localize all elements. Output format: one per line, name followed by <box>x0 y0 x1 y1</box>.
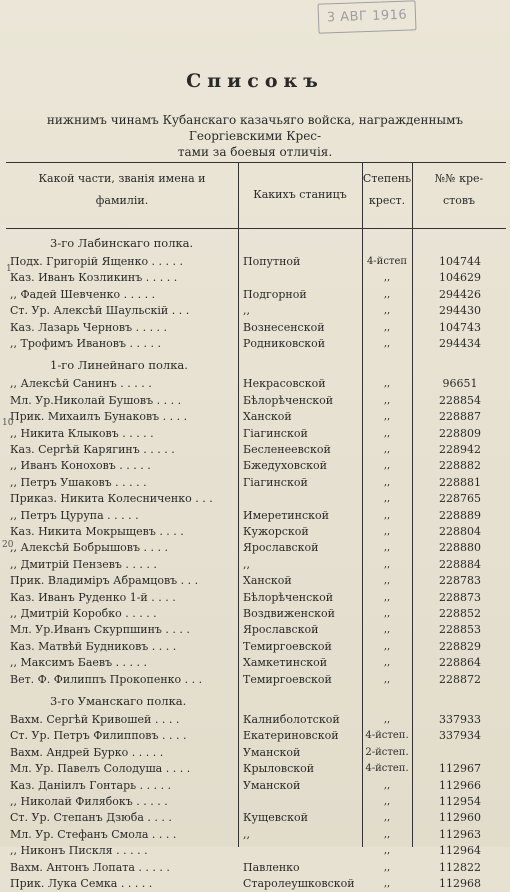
cell-cross-number: 294430 <box>439 304 481 318</box>
table-row <box>6 761 506 777</box>
cell-cross-number: 228887 <box>439 410 481 424</box>
header-degree <box>362 168 412 212</box>
subtitle <box>10 112 500 160</box>
cell-name: ,, Петръ Цурупа . . . . . <box>10 508 139 522</box>
cell-cross-number: 228864 <box>439 656 481 670</box>
date-stamp: 3 АВГ 1916 <box>318 0 417 33</box>
cell-name: Ст. Ур. Алексѣй Шаульскій . . . <box>10 304 190 318</box>
cell-cross-number: 228852 <box>439 607 481 620</box>
table-row <box>6 655 506 671</box>
cell-degree: ,, <box>383 526 391 537</box>
cell-cross-number: 228889 <box>439 508 481 522</box>
cell-stanitsa: Попутной <box>243 255 301 268</box>
cell-name: Каз. Лазарь Черновъ . . . . . <box>10 320 168 334</box>
table-top-rule <box>6 162 506 163</box>
cell-name: ,, Никита Клыковъ . . . . . <box>10 426 154 440</box>
table-row <box>6 442 506 458</box>
cell-degree: ,, <box>383 321 391 333</box>
cell-cross-number: 337933 <box>439 713 481 726</box>
header-cross-number <box>412 168 506 212</box>
cell-cross-number: 228873 <box>439 590 481 604</box>
table-row <box>6 639 506 655</box>
cell-degree: ,, <box>383 542 391 554</box>
cell-name: ,, Петръ Ушаковъ . . . . . <box>10 475 147 489</box>
cell-cross-number: 228854 <box>439 393 481 407</box>
table-row <box>6 860 506 876</box>
cell-stanitsa: Бжедуховской <box>243 459 327 473</box>
cell-name: Подх. Григорій Ященко . . . . . <box>10 255 184 268</box>
cell-stanitsa: Кущевской <box>243 811 308 825</box>
cell-degree: ,, <box>383 845 391 857</box>
subtitle-line-1: нижнимъ чинамъ Кубанскаго казачьяго войска, награжденнымъ Георгіевскими Крес- <box>46 113 464 143</box>
table-row <box>6 745 506 761</box>
cell-stanitsa: Родниковской <box>243 337 326 350</box>
cell-stanitsa: Кужорской <box>243 525 309 538</box>
table-row <box>6 557 506 573</box>
table-row <box>6 810 506 826</box>
cell-degree: ,, <box>383 828 391 840</box>
cell-degree: ,, <box>383 673 391 685</box>
table-row <box>6 778 506 794</box>
table-row <box>6 426 506 442</box>
cell-name: Мл. Ур.Николай Бушовъ . . . . <box>10 393 182 407</box>
cell-name: Вахм. Андрей Бурко . . . . . <box>10 745 164 759</box>
cell-cross-number: 228804 <box>439 525 481 538</box>
table-row <box>6 254 506 270</box>
cell-degree: ,, <box>383 640 391 652</box>
table-row <box>6 320 506 336</box>
cell-degree: ,, <box>383 779 391 791</box>
cell-name: Каз. Никита Мокрыщевъ . . . . <box>10 525 184 538</box>
cell-degree: ,, <box>383 861 391 873</box>
cell-degree: ,, <box>383 714 391 725</box>
table-row <box>6 876 506 892</box>
cell-cross-number: 228942 <box>439 443 481 456</box>
cell-degree: 2-йстеп. <box>365 746 409 758</box>
cell-degree: ,, <box>383 608 391 619</box>
cell-name: Приказ. Никита Колесниченко . . . <box>10 492 213 506</box>
cell-name: Вет. Ф. Филиппъ Прокопенко . . . <box>10 672 203 686</box>
table-row <box>6 491 506 507</box>
cell-cross-number: 228829 <box>439 639 481 653</box>
table-row <box>6 508 506 524</box>
table-row <box>6 336 506 352</box>
cell-cross-number: 112963 <box>439 827 481 841</box>
cell-name: Каз. Иванъ Козликинъ . . . . . <box>10 271 178 285</box>
cell-cross-number: 112968 <box>439 877 481 890</box>
cell-cross-number: 228783 <box>439 574 481 588</box>
table-row <box>6 622 506 638</box>
cell-name: Ст. Ур. Степанъ Дзюба . . . . <box>10 811 172 825</box>
table-row <box>6 540 506 556</box>
cell-degree: ,, <box>383 427 391 439</box>
cell-degree: ,, <box>383 878 391 889</box>
table-row <box>6 475 506 491</box>
cell-stanitsa: Старолеушковской <box>243 877 355 890</box>
cell-cross-number: 228882 <box>439 459 481 473</box>
cell-name: Мл. Ур. Павелъ Солодуша . . . . <box>10 762 191 776</box>
page-title: Списокъ <box>186 70 324 92</box>
cell-cross-number: 228881 <box>439 475 481 489</box>
header-name-line-1: Какой части, званія имена и <box>38 172 206 185</box>
table-row <box>6 458 506 474</box>
cell-degree: 4-йстеп. <box>365 730 409 742</box>
margin-number: 10 <box>2 418 14 428</box>
table-row <box>6 606 506 622</box>
header-name-line-2: фамиліи. <box>95 194 149 207</box>
cell-name: ,, Никонъ Пискля . . . . . <box>10 844 148 858</box>
table-row <box>6 376 506 392</box>
cell-degree: ,, <box>383 509 391 521</box>
cell-stanitsa: Хамкетинской <box>243 656 328 670</box>
header-number-line-1: №№ кре- <box>434 172 484 185</box>
margin-number: 20 <box>2 540 14 550</box>
cell-cross-number: 112966 <box>439 778 481 792</box>
table-row <box>6 393 506 409</box>
cell-name: Каз. Матвѣй Будниковъ . . . . <box>10 639 177 653</box>
cell-stanitsa: Гіагинской <box>243 475 308 489</box>
cell-stanitsa: Гіагинской <box>243 426 308 440</box>
cell-name: ,, Дмитрій Пензевъ . . . . . <box>10 557 157 571</box>
cell-name: ,, Максимъ Баевъ . . . . . <box>10 656 148 670</box>
cell-degree: ,, <box>383 558 391 570</box>
cell-stanitsa: Вознесенской <box>243 320 325 334</box>
table-row <box>6 287 506 303</box>
header-degree-line-1: Степень <box>362 172 412 185</box>
margin-number: 1 <box>6 264 12 274</box>
cell-degree: ,, <box>383 591 391 603</box>
subtitle-line-2: тами за боевыя отличія. <box>177 145 333 159</box>
table-row <box>6 573 506 589</box>
header-name <box>6 168 238 212</box>
cell-cross-number: 228880 <box>439 541 481 555</box>
table-row <box>6 524 506 540</box>
cell-cross-number: 112960 <box>439 811 481 825</box>
cell-stanitsa: ,, <box>243 557 250 571</box>
table-row <box>6 270 506 286</box>
cell-degree: ,, <box>383 575 391 587</box>
cell-stanitsa: Ханской <box>243 410 292 424</box>
cell-cross-number: 228765 <box>439 492 481 506</box>
cell-stanitsa: Темиргоевской <box>243 639 332 653</box>
cell-cross-number: 294434 <box>439 337 481 350</box>
cell-stanitsa: ,, <box>243 827 250 841</box>
cell-name: Прик. Михаилъ Бунаковъ . . . . <box>10 410 188 424</box>
cell-cross-number: 228853 <box>439 623 481 637</box>
cell-stanitsa: Подгорной <box>243 287 307 301</box>
cell-name: ,, Алексѣй Бобрышовъ . . . . <box>10 541 168 555</box>
cell-stanitsa: Воздвиженской <box>243 607 335 620</box>
cell-stanitsa: Бесленеевской <box>243 443 331 456</box>
cell-stanitsa: Уманской <box>243 745 301 759</box>
cell-cross-number: 96651 <box>442 377 478 391</box>
cell-degree: ,, <box>383 624 391 636</box>
section-title: 3-го Уманскаго полка. <box>50 694 187 708</box>
table-row <box>6 728 506 744</box>
section-title: 1-го Линейнаго полка. <box>50 358 188 373</box>
cell-cross-number: 228809 <box>439 426 481 440</box>
table-row <box>6 794 506 810</box>
cell-stanitsa: Калниболотской <box>243 713 340 726</box>
table-row <box>6 409 506 425</box>
cell-name: Вахм. Сергѣй Кривошей . . . . <box>10 713 180 726</box>
cell-cross-number: 294426 <box>439 287 481 301</box>
header-stanitsa: Какихъ станицъ <box>253 188 347 201</box>
awards-table <box>6 162 506 890</box>
cell-name: Ст. Ур. Петръ Филипповъ . . . . <box>10 729 187 743</box>
cell-name: Каз. Даніилъ Гонтарь . . . . . <box>10 778 172 792</box>
cell-stanitsa: Уманской <box>243 778 301 792</box>
table-row <box>6 827 506 843</box>
header-number-line-2: стовъ <box>442 194 476 207</box>
cell-degree: ,, <box>383 288 391 300</box>
cell-stanitsa: Ханской <box>243 574 292 588</box>
cell-name: Каз. Сергѣй Карягинъ . . . . . <box>10 443 175 456</box>
cell-degree: ,, <box>383 305 391 317</box>
table-header-rule <box>6 228 506 229</box>
cell-name: Вахм. Антонъ Лопата . . . . . <box>10 860 170 874</box>
cell-name: Прик. Лука Семка . . . . . <box>10 877 153 890</box>
cell-name: ,, Трофимъ Ивановъ . . . . . <box>10 337 161 350</box>
cell-degree: ,, <box>383 493 391 505</box>
cell-cross-number: 112967 <box>439 762 481 776</box>
cell-name: Прик. Владиміръ Абрамцовъ . . . <box>10 574 199 588</box>
cell-cross-number: 112954 <box>439 795 481 808</box>
cell-stanitsa: Некрасовской <box>243 377 326 391</box>
cell-cross-number: 112964 <box>439 844 481 858</box>
cell-name: ,, Алексѣй Санинъ . . . . . <box>10 377 152 391</box>
cell-degree: ,, <box>383 378 391 390</box>
cell-stanitsa: Крыловской <box>243 762 315 776</box>
cell-name: Мл. Ур. Стефанъ Смола . . . . <box>10 827 177 841</box>
cell-stanitsa: Ярославской <box>243 541 319 555</box>
cell-cross-number: 228872 <box>439 672 481 686</box>
cell-cross-number: 104743 <box>439 320 481 334</box>
cell-stanitsa: Ярославской <box>243 623 319 637</box>
cell-cross-number: 228884 <box>439 557 481 571</box>
cell-degree: ,, <box>383 338 391 349</box>
cell-degree: ,, <box>383 796 391 807</box>
header-degree-line-2: крест. <box>368 194 406 207</box>
table-row <box>6 672 506 688</box>
table-row <box>6 590 506 606</box>
cell-degree: ,, <box>383 394 391 406</box>
cell-degree: ,, <box>383 476 391 488</box>
cell-stanitsa: Бѣлорѣченской <box>243 590 334 604</box>
cell-degree: ,, <box>383 272 391 284</box>
cell-stanitsa: Темиргоевской <box>243 672 332 686</box>
cell-name: ,, Николай Филябокъ . . . . . <box>10 795 168 808</box>
cell-stanitsa: ,, <box>243 304 250 318</box>
cell-degree: ,, <box>383 460 391 472</box>
cell-name: Каз. Иванъ Руденко 1-й . . . . <box>10 590 176 604</box>
cell-name: ,, Фадей Шевченко . . . . . <box>10 287 156 301</box>
cell-name: ,, Дмитрій Коробко . . . . . <box>10 607 157 620</box>
cell-name: Мл. Ур.Иванъ Скурпшинъ . . . . <box>10 623 190 637</box>
table-row <box>6 303 506 319</box>
cell-degree: ,, <box>383 444 391 455</box>
table-row <box>6 843 506 859</box>
cell-stanitsa: Имеретинской <box>243 508 329 522</box>
cell-degree: ,, <box>383 411 391 423</box>
cell-stanitsa: Павленко <box>243 860 300 874</box>
cell-stanitsa: Екатериновской <box>243 729 339 743</box>
cell-cross-number: 337934 <box>439 729 481 743</box>
cell-degree: 4-йстеп <box>366 256 408 267</box>
cell-degree: 4-йстеп. <box>365 763 409 775</box>
section-title: 3-го Лабинскаго полка. <box>50 236 194 250</box>
cell-stanitsa: Бѣлорѣченской <box>243 393 334 407</box>
cell-cross-number: 104629 <box>439 271 481 285</box>
cell-degree: ,, <box>383 657 391 669</box>
table-row <box>6 712 506 728</box>
cell-degree: ,, <box>383 812 391 824</box>
cell-cross-number: 112822 <box>439 860 481 874</box>
cell-name: ,, Иванъ Коноховъ . . . . . <box>10 459 151 473</box>
cell-cross-number: 104744 <box>439 255 481 268</box>
